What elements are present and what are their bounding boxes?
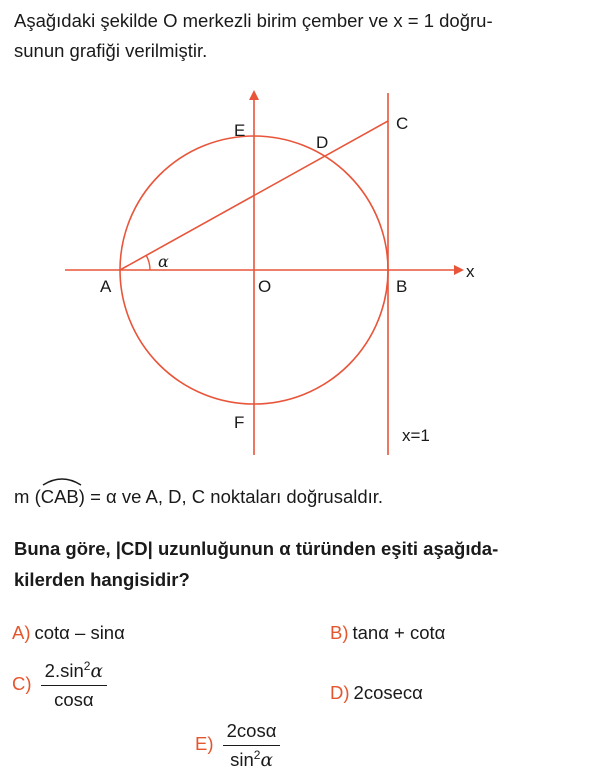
option-d-text: 2cosecα — [353, 682, 423, 703]
label-C: C — [396, 114, 409, 133]
option-c[interactable] — [12, 660, 107, 711]
arc-hat-icon — [42, 476, 82, 486]
option-a-letter: A) — [12, 622, 31, 643]
option-c-fraction — [41, 660, 107, 711]
label-line-x1: x=1 — [402, 426, 430, 445]
option-a[interactable] — [12, 622, 125, 644]
condition-rest: = α ve A, D, C noktaları doğrusaldır. — [90, 486, 384, 507]
option-d-letter: D) — [330, 682, 350, 703]
option-c-numerator: $2.\sin^2\alpha$ — [41, 660, 107, 686]
paren-close: ) — [78, 486, 85, 507]
arc-cab-text: CAB — [40, 486, 79, 507]
option-c-denominator: cosα — [54, 689, 94, 710]
intro-line-2: sunun grafiği verilmiştir. — [14, 40, 208, 61]
measure-m: m — [14, 486, 30, 507]
label-D: D — [316, 133, 329, 152]
option-c-letter: C) — [12, 673, 32, 695]
question-line-2: kilerden hangisidir? — [14, 569, 190, 590]
option-e[interactable] — [195, 720, 280, 771]
option-e-numerator: 2cosα — [223, 720, 281, 746]
arc-cab — [41, 482, 79, 512]
option-b-letter: B) — [330, 622, 349, 643]
unit-circle-figure — [0, 80, 605, 460]
label-E: E — [234, 121, 246, 140]
label-alpha: α — [158, 252, 169, 271]
question-line-1: Buna göre, |CD| uzunluğunun α türünden eşiti aşağıda- — [14, 538, 499, 559]
question-text — [14, 533, 498, 595]
option-a-text: cotα – sinα — [34, 622, 125, 643]
label-O: O — [258, 277, 272, 296]
label-x-axis: x — [466, 262, 475, 281]
option-e-letter: E) — [195, 733, 214, 755]
option-b-text: tanα + cotα — [352, 622, 446, 643]
option-d[interactable] — [330, 682, 423, 704]
label-F: F — [234, 413, 245, 432]
label-B: B — [396, 277, 408, 296]
intro-line-1: Aşağıdaki şekilde O merkezli birim çember ve x = 1 doğru- — [14, 10, 493, 31]
label-A: A — [100, 277, 112, 296]
paren-open: ( — [34, 486, 41, 507]
option-b[interactable] — [330, 622, 445, 644]
problem-intro — [14, 6, 599, 66]
condition-statement — [14, 482, 383, 512]
angle-alpha-arc — [146, 255, 150, 270]
option-e-fraction — [223, 720, 281, 771]
option-e-denominator: $\sin^2\alpha$ — [230, 747, 273, 771]
